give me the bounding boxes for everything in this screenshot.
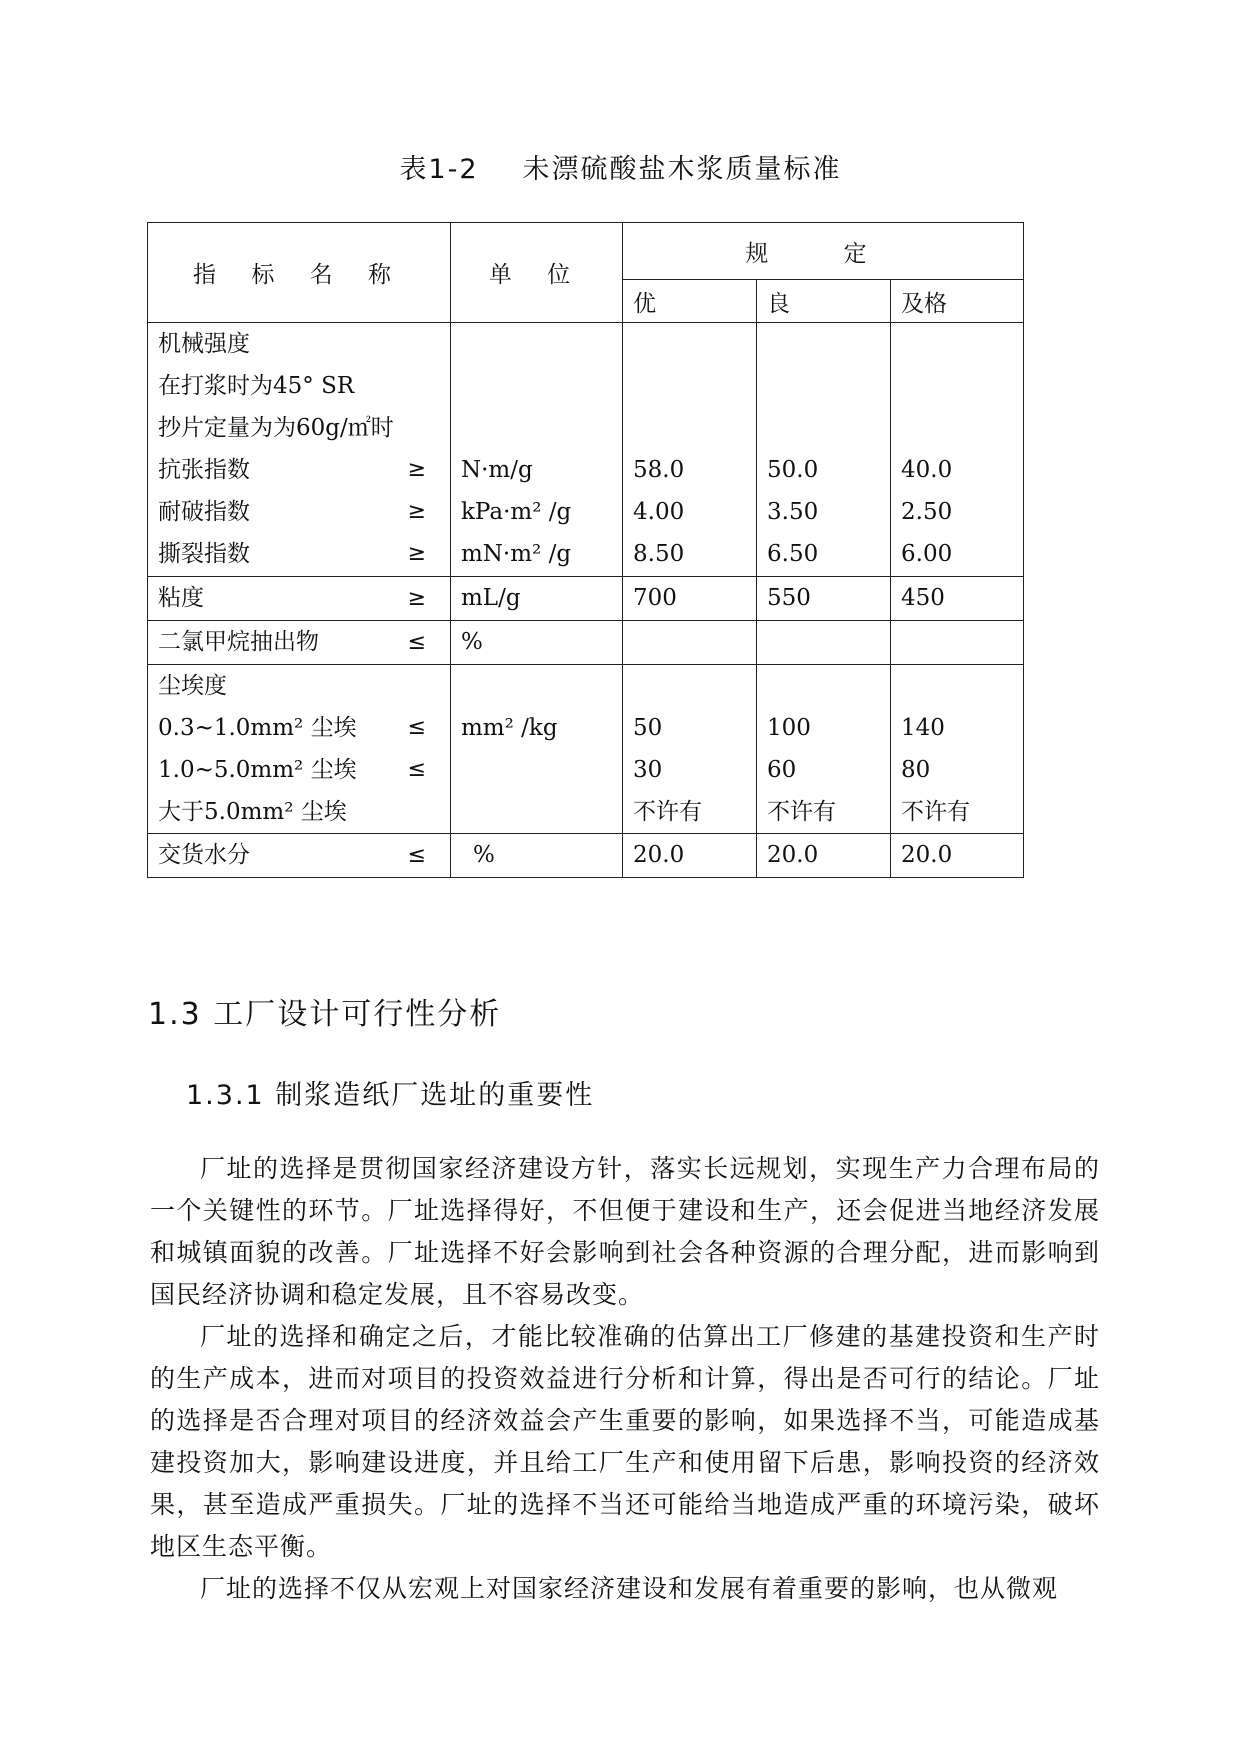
burst-index-label: 耐破指数 ≥: [158, 499, 426, 525]
moisture-pass: 20.0: [891, 834, 1024, 878]
dcm-extract-good: [757, 621, 891, 665]
section-heading: 1.3 工厂设计可行性分析: [148, 997, 502, 1032]
header-grade-good: 良: [757, 280, 891, 323]
table-row: [148, 577, 1024, 621]
paragraph: 厂址的选择不仅从宏观上对国家经济建设和发展有着重要的影响，也从微观: [200, 1574, 1059, 1603]
dust-indicator-cell: [148, 665, 451, 834]
viscosity-pass: 450: [891, 577, 1024, 621]
moisture-unit: %: [451, 834, 623, 878]
table-caption: [0, 150, 1241, 190]
strength-indicator-cell: [148, 323, 451, 577]
dcm-extract-pass: [891, 621, 1024, 665]
table-row: [148, 665, 1024, 834]
table-row: [148, 621, 1024, 665]
moisture-label: 交货水分 ≤: [148, 834, 451, 878]
dcm-extract-label: 二氯甲烷抽出物 ≤: [148, 621, 451, 665]
strength-condition-grammage: 抄片定量为为60g/㎡时: [158, 415, 394, 441]
strength-good-cell: 50.0 3.50 6.50: [757, 323, 891, 577]
moisture-excellent: 20.0: [623, 834, 757, 878]
dust-small-label: 0.3~1.0mm² 尘埃 ≤: [158, 715, 426, 741]
paragraph: 厂址的选择是贯彻国家经济建设方针，落实长远规划，实现生产力合理布局的一个关键性的环节。厂址选择得好，不但便于建设和生产，还会促进当地经济发展和城镇面貌的改善。厂址选择不好会影响到社会各种资源的合理分配，进而影响到国民经济协调和稳定发展，且不容易改变。: [150, 1154, 1100, 1309]
viscosity-label: 粘度 ≥: [148, 577, 451, 621]
table-row: [148, 834, 1024, 878]
table-title-text: 未漂硫酸盐木浆质量标准: [522, 154, 842, 185]
moisture-good: 20.0: [757, 834, 891, 878]
subsection-heading: 1.3.1 制浆造纸厂选址的重要性: [186, 1080, 595, 1111]
dust-group-label: 尘埃度: [158, 673, 227, 699]
dust-medium-label: 1.0~5.0mm² 尘埃 ≤: [158, 757, 426, 783]
paragraph: 厂址的选择和确定之后，才能比较准确的估算出工厂修建的基建投资和生产时的生产成本，进而对项目的投资效益进行分析和计算，得出是否可行的结论。厂址的选择是否合理对项目的经济效益会产生重要的影响，如果选择不当，可能造成基建投资加大，影响建设进度，并且给工厂生产和使用留下后患，影响投资的经济效果，甚至造成严重损失。厂址的选择不当还可能给当地造成严重的环境污染，破坏地区生态平衡。: [150, 1322, 1100, 1561]
header-grade-pass: 及格: [891, 280, 1024, 323]
strength-excellent-cell: 58.0 4.00 8.50: [623, 323, 757, 577]
dust-unit-cell: mm² /kg: [451, 665, 623, 834]
dcm-extract-unit: %: [451, 621, 623, 665]
header-spec: 规 定: [623, 223, 1024, 280]
table-row: [148, 323, 1024, 577]
viscosity-excellent: 700: [623, 577, 757, 621]
dust-pass-cell: 140 80 不许有: [891, 665, 1024, 834]
dust-excellent-cell: 50 30 不许有: [623, 665, 757, 834]
pulp-quality-standard-table: [147, 222, 1024, 878]
strength-group-label: 机械强度: [158, 331, 250, 357]
dcm-extract-excellent: [623, 621, 757, 665]
strength-unit-cell: N·m/g kPa·m² /g mN·m² /g: [451, 323, 623, 577]
body-text: [150, 1148, 1100, 1610]
dust-large-label: 大于5.0mm² 尘埃: [158, 799, 347, 825]
header-unit: 单 位: [451, 223, 623, 323]
viscosity-unit: mL/g: [451, 577, 623, 621]
viscosity-good: 550: [757, 577, 891, 621]
dust-good-cell: 100 60 不许有: [757, 665, 891, 834]
table-number: 表1-2: [399, 154, 479, 185]
strength-pass-cell: 40.0 2.50 6.00: [891, 323, 1024, 577]
tensile-index-label: 抗张指数 ≥: [158, 457, 426, 483]
tear-index-label: 撕裂指数 ≥: [158, 541, 426, 567]
header-grade-excellent: 优: [623, 280, 757, 323]
header-indicator: 指 标 名 称: [148, 223, 451, 323]
strength-condition-beating: 在打浆时为45° SR: [158, 373, 355, 399]
